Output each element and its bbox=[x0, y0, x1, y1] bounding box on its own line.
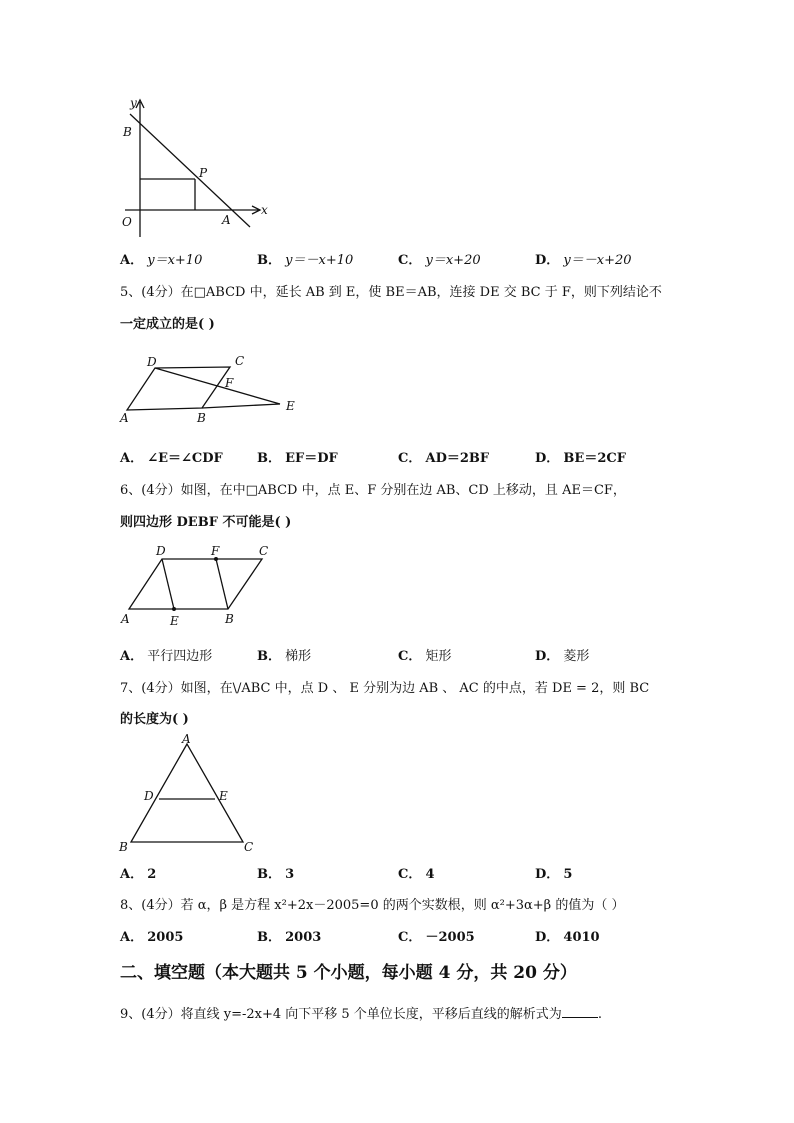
q6-option-c: C． 矩形 bbox=[398, 649, 452, 664]
label-P: P bbox=[199, 166, 208, 180]
label-E: E bbox=[286, 399, 295, 413]
q5-option-d: D． BE＝2CF bbox=[535, 451, 626, 466]
q6-figure bbox=[115, 542, 285, 630]
segment-de bbox=[162, 559, 174, 609]
section-heading: 二、填空题（本大题共 5 个小题，每小题 4 分，共 20 分） bbox=[120, 963, 577, 983]
label-y: y bbox=[130, 96, 137, 110]
q6-option-b: B． 梯形 bbox=[257, 649, 312, 664]
label-C: C bbox=[235, 354, 245, 368]
q8-option-a: A． 2005 bbox=[120, 930, 184, 945]
q7-stem-line2: 的长度为( ) bbox=[120, 712, 189, 727]
q4-option-d: D． y＝－x+20 bbox=[535, 253, 632, 268]
label-B: B bbox=[225, 612, 234, 626]
q7-stem-line1: 7、(4分）如图，在\/ABC 中，点 D 、 E 分别为边 AB 、 AC 的中点，若 DE = 2，则 BC bbox=[120, 681, 650, 696]
parallelogram-abcd bbox=[127, 367, 230, 410]
q9-period: . bbox=[597, 1007, 602, 1022]
q6-stem-line2: 则四边形 DEBF 不可能是( ) bbox=[120, 515, 292, 530]
q8-stem: 8、(4分）若 α，β 是方程 x²+2x－2005=0 的两个实数根，则 α²+3α+β 的值为（ ） bbox=[120, 898, 625, 913]
label-B: B bbox=[119, 840, 128, 854]
point-e bbox=[172, 607, 176, 611]
label-D: D bbox=[144, 789, 154, 803]
q6-option-d: D． 菱形 bbox=[535, 649, 590, 664]
q7-option-c: C． 4 bbox=[398, 867, 435, 882]
label-D: D bbox=[156, 544, 166, 558]
q5-stem-line1: 5、(4分）在□ABCD 中，延长 AB 到 E，使 BE＝AB，连接 DE 交 BC 于 F，则下列结论不 bbox=[120, 285, 662, 300]
q5-option-a: A． ∠E＝∠CDF bbox=[120, 451, 223, 466]
q6-option-a: A． 平行四边形 bbox=[120, 649, 213, 664]
q4-option-b: B． y＝－x+10 bbox=[257, 253, 354, 268]
segment-fb bbox=[216, 559, 228, 609]
label-O: O bbox=[122, 215, 132, 229]
segment-be bbox=[202, 404, 280, 408]
label-A: A bbox=[182, 732, 191, 746]
q5-option-b: B． EF＝DF bbox=[257, 451, 338, 466]
q7-figure bbox=[115, 730, 265, 856]
label-x: x bbox=[261, 203, 268, 217]
q5-stem-line2: 一定成立的是( ) bbox=[120, 317, 215, 332]
q9-text: 9、(4分）将直线 y=-2x+4 向下平移 5 个单位长度，平移后直线的解析式为 bbox=[120, 1007, 562, 1022]
label-F: F bbox=[211, 544, 220, 558]
q5-figure bbox=[115, 350, 305, 428]
q9-stem bbox=[120, 1003, 602, 1022]
segment-de bbox=[155, 368, 280, 404]
q4-option-c: C． y＝x+20 bbox=[398, 253, 481, 268]
q4-figure bbox=[110, 92, 280, 242]
q4-option-a: A． y＝x+10 bbox=[120, 253, 203, 268]
label-D: D bbox=[147, 355, 157, 369]
q8-option-b: B． 2003 bbox=[257, 930, 322, 945]
q5-option-c: C． AD＝2BF bbox=[398, 451, 490, 466]
label-B: B bbox=[197, 411, 206, 425]
parallelogram-abcd bbox=[129, 559, 262, 609]
label-C: C bbox=[259, 544, 269, 558]
q7-option-d: D． 5 bbox=[535, 867, 573, 882]
label-B: B bbox=[123, 125, 132, 139]
q8-option-d: D． 4010 bbox=[535, 930, 600, 945]
q7-option-b: B． 3 bbox=[257, 867, 295, 882]
q8-option-c: C． －2005 bbox=[398, 930, 475, 945]
q7-option-a: A． 2 bbox=[120, 867, 157, 882]
q9-answer-blank[interactable] bbox=[562, 1005, 598, 1018]
label-A: A bbox=[222, 213, 231, 227]
label-F: F bbox=[225, 376, 234, 390]
label-E: E bbox=[219, 789, 228, 803]
label-A: A bbox=[121, 612, 130, 626]
q6-stem-line1: 6、(4分）如图，在中□ABCD 中，点 E、F 分别在边 AB、CD 上移动，且 AE＝CF， bbox=[120, 483, 626, 498]
label-E: E bbox=[170, 614, 179, 628]
label-A: A bbox=[120, 411, 129, 425]
label-C: C bbox=[244, 840, 254, 854]
